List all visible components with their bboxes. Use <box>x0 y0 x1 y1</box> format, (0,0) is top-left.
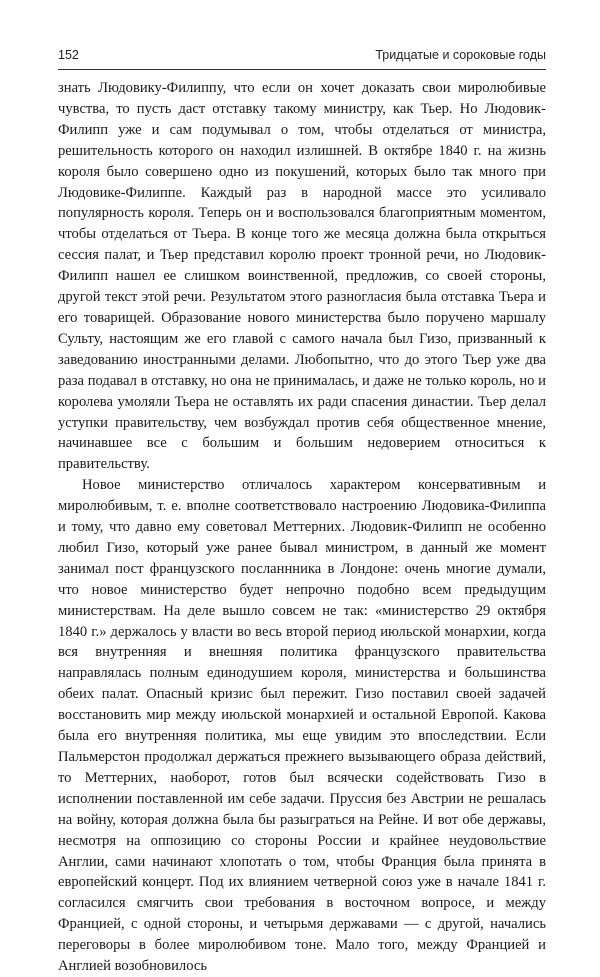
running-head <box>58 48 546 64</box>
running-title: Тридцатые и сороковые годы <box>375 48 546 62</box>
page-number: 152 <box>58 48 79 62</box>
book-page <box>58 48 546 977</box>
header-rule <box>58 69 546 70</box>
body-text <box>58 78 546 977</box>
paragraph-continued: знать Людовику-Филиппу, что если он хочет доказать свои миролюбивые чувства, то пусть даст отставку такому министру, как Тьер. Но Людовик-Филипп уже и сам подумывал о том, чтобы отделаться от министра, решительность которого он находил излишней. В октябре 1840 г. на жизнь короля было совершено одно из покушений, которых было так много при Людовике-Филиппе. Каждый раз в народной массе это усиливало популярность короля. Теперь он и воспользовался благоприятным моментом, чтобы отделаться от Тьера. В конце того же месяца должна была открыться сессия палат, и Тьер представил королю проект тронной речи, но Людовик-Филипп нашел ее слишком воинственной, предложив, со своей стороны, другой текст этой речи. Результатом этого разногласия была отставка Тьера и его товарищей. Образование нового министерства было поручено маршалу Сульту, настоящим же его главой с самого начала был Гизо, призванный к заведованию иностранными делами. Любопытно, что до этого Тьер уже два раза подавал в отставку, но она не принималась, и даже не только король, но и королева умоляли Тьера не оставлять их ради спасения династии. Тьер делал уступки правительству, чем возбуждал против себя общественное мнение, начинавшее все с большим и большим недоверием относиться к правительству. <box>58 80 546 473</box>
paragraph: Новое министерство отличалось характером консервативным и миролюбивым, т. е. вполне соответствовало настроению Людовика-Филиппа и тому, что давно ему советовал Меттерних. Людовик-Филипп не особенно любил Гизо, который уже ранее бывал министром, в данный же момент занимал пост французского посланнника в Лондоне: очень многие думали, что новое министерство будет непрочно подобно всем предыдущим министерствам. На деле вышло совсем не так: «министерство 29 октября 1840 г.» держалось у власти во весь второй период июльской монархии, когда вся внутренняя и внешняя политика французского правительства направлялась полным единодушием короля, министерства и большинства обеих палат. Опасный кризис был пережит. Гизо поставил своей задачей восстановить мир между июльской монархией и остальной Европой. Какова была его внутренняя политика, мы еще увидим это впоследствии. Если Пальмерстон продолжал держаться прежнего вызывающего образа действий, то Меттерних, наоборот, готов был всячески содействовать Гизо в исполнении поставленной им себе задачи. Пруссия без Австрии не решалась на войну, которая должна была бы разыграться на Рейне. И вот обе державы, несмотря на оппозицию со стороны России и крайнее неудовольствие Англии, сами начинают хлопотать о том, чтобы Франция была принята в европейский концерт. Под их влиянием четверной союз уже в начале 1841 г. согласился смягчить свои требования в восточном вопросе, и между Францией, с одной стороны, и четырьмя державами — с другой, начались переговоры в более миролюбивом тоне. Мало того, между Францией и Англией возобновилось <box>58 477 546 975</box>
